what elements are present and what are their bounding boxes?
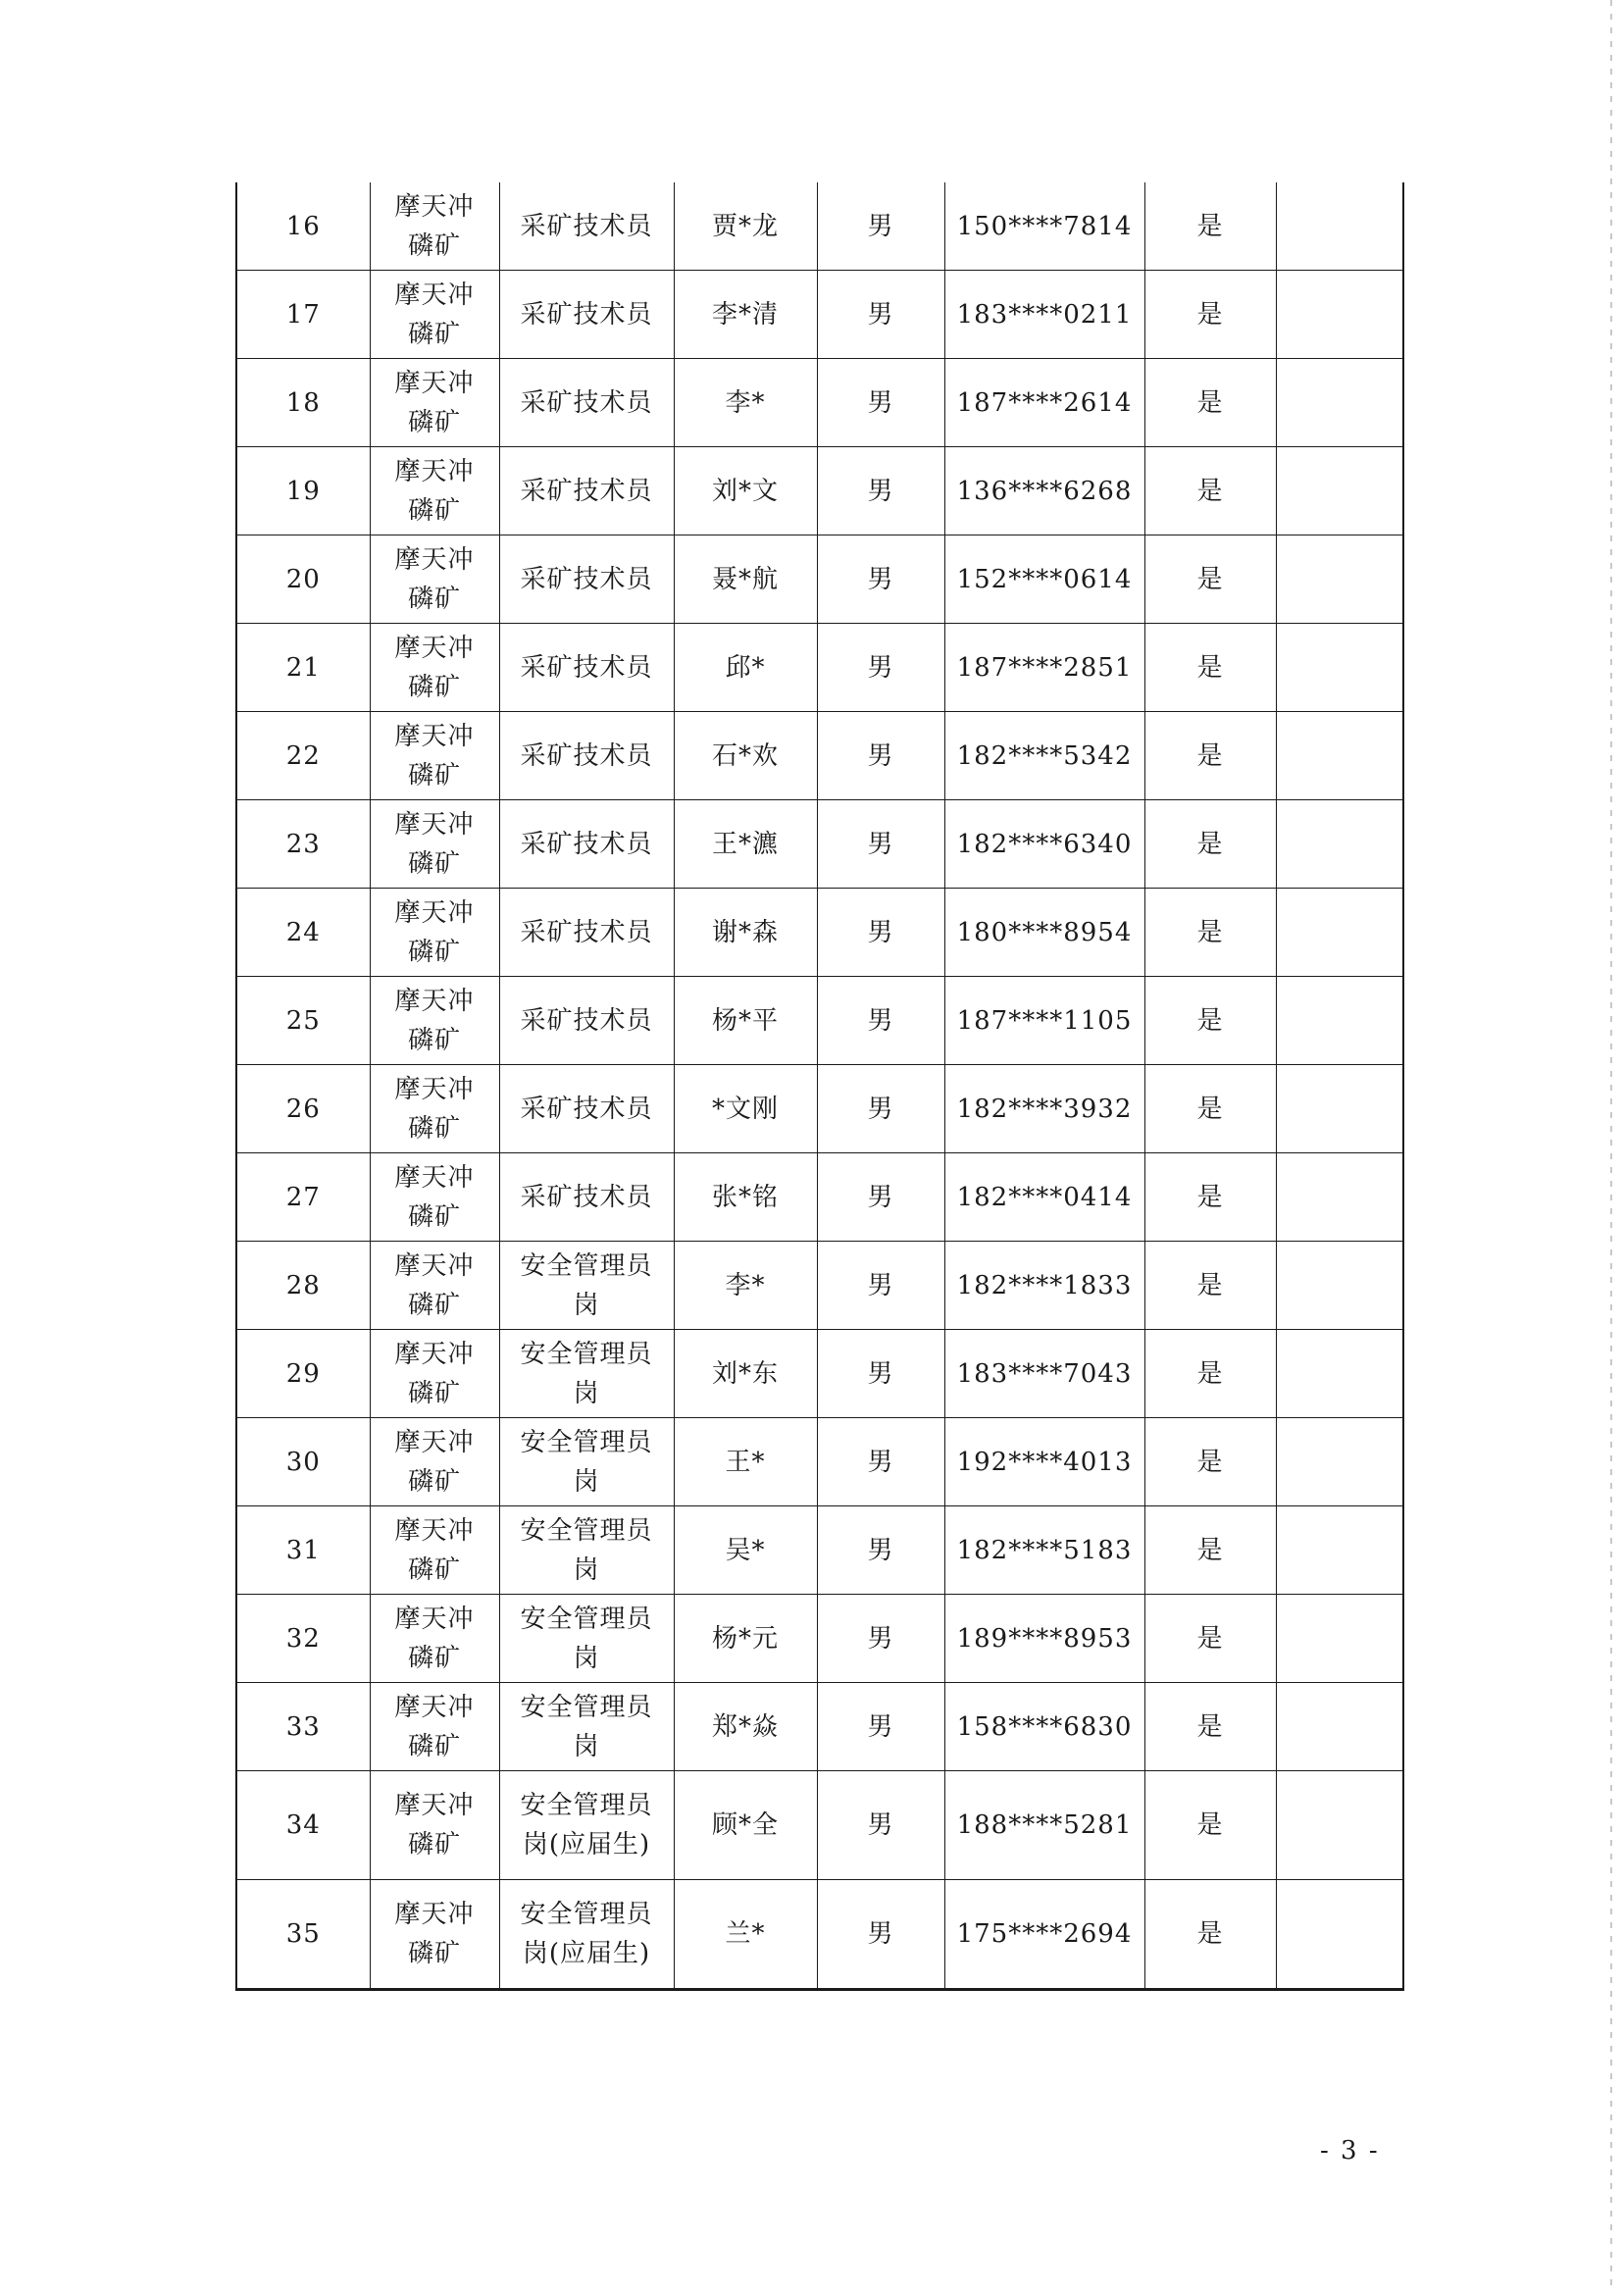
cell-remark [1276,447,1403,535]
cell-phone: 183****7043 [944,1330,1144,1418]
cell-unit-line: 磷矿 [407,319,461,349]
cell-name: 谢*森 [674,889,817,977]
cell-no: 19 [236,447,370,535]
cell-phone: 182****3932 [944,1065,1144,1153]
cell-unit [370,1153,499,1242]
cell-post [499,889,674,977]
cell-unit-line: 摩天冲 [394,721,475,751]
cell-unit-line: 磷矿 [407,1290,461,1320]
cell-unit-line: 摩天冲 [394,456,475,486]
cell-post [499,800,674,889]
cell-phone: 187****2851 [944,624,1144,712]
cell-remark [1276,889,1403,977]
table-row [236,1330,1403,1418]
cell-unit [370,800,499,889]
cell-phone: 182****5183 [944,1506,1144,1595]
cell-no: 30 [236,1418,370,1506]
cell-remark [1276,1880,1403,1990]
cell-no: 21 [236,624,370,712]
cell-post [499,1595,674,1683]
cell-unit [370,359,499,447]
cell-phone: 187****1105 [944,977,1144,1065]
cell-no: 26 [236,1065,370,1153]
cell-phone: 175****2694 [944,1880,1144,1990]
cell-name: 张*铭 [674,1153,817,1242]
cell-remark [1276,800,1403,889]
cell-unit [370,712,499,800]
cell-qualified: 是 [1144,359,1276,447]
cell-post [499,1418,674,1506]
table-row [236,624,1403,712]
cell-qualified: 是 [1144,1153,1276,1242]
cell-unit [370,1771,499,1880]
cell-name: 杨*元 [674,1595,817,1683]
cell-post-line: 采矿技术员 [520,1005,653,1036]
cell-post [499,447,674,535]
cell-gender: 男 [817,1065,944,1153]
cell-qualified: 是 [1144,1771,1276,1880]
cell-phone: 158****6830 [944,1683,1144,1771]
cell-post [499,1771,674,1880]
cell-post [499,535,674,624]
cell-post-line: 岗 [573,1290,600,1320]
cell-post-line: 采矿技术员 [520,476,653,506]
cell-qualified: 是 [1144,535,1276,624]
cell-post-line: 安全管理员 [520,1900,653,1929]
cell-gender: 男 [817,1683,944,1771]
cell-unit-line: 磷矿 [407,1830,461,1860]
cell-gender: 男 [817,1330,944,1418]
cell-remark [1276,977,1403,1065]
cell-unit-line: 摩天冲 [394,1074,475,1104]
cell-unit [370,1242,499,1330]
scan-edge-mark [1610,0,1612,2293]
cell-unit [370,182,499,271]
cell-post-line: 安全管理员 [520,1427,653,1457]
cell-no: 27 [236,1153,370,1242]
cell-qualified: 是 [1144,271,1276,359]
cell-gender: 男 [817,712,944,800]
cell-qualified: 是 [1144,182,1276,271]
cell-no: 22 [236,712,370,800]
cell-qualified: 是 [1144,1880,1276,1990]
cell-name: 王*瀌 [674,800,817,889]
cell-qualified: 是 [1144,1242,1276,1330]
cell-remark [1276,1771,1403,1880]
cell-post-line: 采矿技术员 [520,299,653,330]
cell-gender: 男 [817,889,944,977]
cell-gender: 男 [817,535,944,624]
cell-qualified: 是 [1144,1065,1276,1153]
cell-unit-line: 摩天冲 [394,1339,475,1369]
cell-remark [1276,182,1403,271]
table-row [236,1065,1403,1153]
cell-no: 20 [236,535,370,624]
cell-post-line: 岗 [573,1554,600,1585]
cell-no: 17 [236,271,370,359]
cell-name: 李* [674,1242,817,1330]
cell-unit [370,535,499,624]
cell-post-line: 采矿技术员 [520,211,653,241]
cell-remark [1276,712,1403,800]
cell-phone: 182****0414 [944,1153,1144,1242]
table-row [236,535,1403,624]
cell-post-line: 采矿技术员 [520,652,653,683]
cell-unit [370,977,499,1065]
cell-gender: 男 [817,271,944,359]
cell-no: 32 [236,1595,370,1683]
cell-unit-line: 摩天冲 [394,986,475,1016]
cell-phone: 189****8953 [944,1595,1144,1683]
cell-unit-line: 摩天冲 [394,633,475,663]
cell-unit-line: 磷矿 [407,495,461,526]
cell-remark [1276,624,1403,712]
cell-unit-line: 磷矿 [407,760,461,790]
table-row [236,1771,1403,1880]
cell-remark [1276,535,1403,624]
cell-name: 邱* [674,624,817,712]
cell-remark [1276,1065,1403,1153]
cell-qualified: 是 [1144,977,1276,1065]
cell-qualified: 是 [1144,889,1276,977]
cell-remark [1276,1330,1403,1418]
cell-unit-line: 磷矿 [407,848,461,879]
table-row [236,1683,1403,1771]
cell-post-line: 岗(应届生) [522,1830,651,1860]
cell-post-line: 采矿技术员 [520,829,653,859]
cell-post [499,977,674,1065]
cell-remark [1276,1683,1403,1771]
cell-unit-line: 磷矿 [407,1731,461,1761]
cell-unit [370,1683,499,1771]
cell-unit-line: 磷矿 [407,584,461,614]
cell-unit-line: 摩天冲 [394,809,475,840]
cell-no: 28 [236,1242,370,1330]
cell-name: 吴* [674,1506,817,1595]
cell-remark [1276,1595,1403,1683]
cell-no: 23 [236,800,370,889]
cell-name: 王* [674,1418,817,1506]
cell-phone: 183****0211 [944,271,1144,359]
cell-unit-line: 摩天冲 [394,1515,475,1546]
cell-post-line: 安全管理员 [520,1791,653,1820]
candidate-table [235,182,1404,1991]
cell-gender: 男 [817,359,944,447]
cell-remark [1276,359,1403,447]
table-row [236,712,1403,800]
table-row [236,889,1403,977]
cell-name: 石*欢 [674,712,817,800]
cell-remark [1276,1506,1403,1595]
cell-post [499,712,674,800]
cell-post-line: 采矿技术员 [520,387,653,418]
cell-remark [1276,271,1403,359]
cell-unit [370,1330,499,1418]
cell-gender: 男 [817,1242,944,1330]
cell-phone: 182****5342 [944,712,1144,800]
table-row [236,800,1403,889]
cell-name: 郑*焱 [674,1683,817,1771]
cell-qualified: 是 [1144,1506,1276,1595]
cell-post-line: 岗(应届生) [522,1939,651,1968]
cell-post [499,359,674,447]
cell-name: *文刚 [674,1065,817,1153]
cell-post [499,271,674,359]
cell-post-line: 安全管理员 [520,1604,653,1634]
cell-gender: 男 [817,1595,944,1683]
cell-unit-line: 摩天冲 [394,1427,475,1457]
cell-post [499,1330,674,1418]
cell-unit-line: 摩天冲 [394,544,475,575]
cell-phone: 136****6268 [944,447,1144,535]
cell-name: 杨*平 [674,977,817,1065]
cell-qualified: 是 [1144,1330,1276,1418]
cell-name: 刘*文 [674,447,817,535]
table-row [236,1418,1403,1506]
cell-unit-line: 磷矿 [407,1466,461,1497]
cell-unit [370,1506,499,1595]
cell-post [499,1683,674,1771]
cell-post-line: 采矿技术员 [520,1094,653,1124]
table-row [236,1242,1403,1330]
cell-post-line: 岗 [573,1643,600,1673]
cell-unit-line: 摩天冲 [394,1791,475,1820]
cell-unit-line: 摩天冲 [394,897,475,928]
table-row [236,271,1403,359]
cell-remark [1276,1242,1403,1330]
cell-post-line: 采矿技术员 [520,917,653,947]
cell-unit-line: 摩天冲 [394,1250,475,1281]
table-row [236,182,1403,271]
cell-phone: 180****8954 [944,889,1144,977]
cell-gender: 男 [817,800,944,889]
cell-phone: 192****4013 [944,1418,1144,1506]
cell-name: 李*清 [674,271,817,359]
table-row [236,359,1403,447]
cell-qualified: 是 [1144,1418,1276,1506]
table-row [236,1153,1403,1242]
cell-unit-line: 磷矿 [407,1554,461,1585]
cell-unit-line: 磷矿 [407,1025,461,1055]
cell-post [499,1506,674,1595]
cell-gender: 男 [817,1506,944,1595]
cell-unit-line: 摩天冲 [394,1900,475,1929]
cell-post [499,1880,674,1990]
cell-unit [370,1880,499,1990]
cell-phone: 182****6340 [944,800,1144,889]
cell-qualified: 是 [1144,447,1276,535]
table-row [236,1880,1403,1990]
cell-post-line: 安全管理员 [520,1692,653,1722]
page-number: - 3 - [1320,2136,1380,2166]
cell-post-line: 岗 [573,1378,600,1408]
cell-unit-line: 磷矿 [407,937,461,967]
cell-unit [370,1595,499,1683]
cell-no: 33 [236,1683,370,1771]
cell-unit [370,1418,499,1506]
cell-gender: 男 [817,182,944,271]
cell-phone: 187****2614 [944,359,1144,447]
cell-post-line: 采矿技术员 [520,740,653,771]
cell-unit-line: 摩天冲 [394,368,475,398]
cell-unit-line: 摩天冲 [394,1604,475,1634]
cell-gender: 男 [817,447,944,535]
cell-unit-line: 摩天冲 [394,1162,475,1193]
cell-phone: 152****0614 [944,535,1144,624]
cell-unit-line: 磷矿 [407,230,461,261]
cell-qualified: 是 [1144,800,1276,889]
cell-qualified: 是 [1144,624,1276,712]
cell-post [499,1242,674,1330]
table-body [236,182,1403,1990]
cell-unit-line: 磷矿 [407,1643,461,1673]
cell-post [499,182,674,271]
cell-unit-line: 摩天冲 [394,280,475,310]
cell-post-line: 采矿技术员 [520,1182,653,1212]
cell-unit-line: 磷矿 [407,407,461,437]
cell-unit [370,271,499,359]
cell-gender: 男 [817,1153,944,1242]
table-row [236,1506,1403,1595]
cell-post [499,1153,674,1242]
cell-post-line: 采矿技术员 [520,564,653,594]
cell-gender: 男 [817,1880,944,1990]
table-row [236,1595,1403,1683]
cell-no: 16 [236,182,370,271]
cell-name: 刘*东 [674,1330,817,1418]
cell-no: 29 [236,1330,370,1418]
cell-unit-line: 磷矿 [407,1113,461,1144]
cell-post-line: 岗 [573,1466,600,1497]
cell-unit [370,1065,499,1153]
cell-no: 34 [236,1771,370,1880]
cell-remark [1276,1153,1403,1242]
cell-gender: 男 [817,1418,944,1506]
cell-remark [1276,1418,1403,1506]
cell-unit [370,447,499,535]
cell-no: 35 [236,1880,370,1990]
cell-qualified: 是 [1144,1595,1276,1683]
cell-phone: 182****1833 [944,1242,1144,1330]
cell-phone: 150****7814 [944,182,1144,271]
cell-gender: 男 [817,977,944,1065]
cell-post-line: 岗 [573,1731,600,1761]
cell-qualified: 是 [1144,712,1276,800]
cell-unit-line: 摩天冲 [394,191,475,222]
cell-no: 24 [236,889,370,977]
cell-unit-line: 磷矿 [407,1378,461,1408]
cell-gender: 男 [817,1771,944,1880]
cell-unit-line: 磷矿 [407,1939,461,1968]
cell-post [499,1065,674,1153]
cell-post-line: 安全管理员 [520,1515,653,1546]
cell-name: 顾*全 [674,1771,817,1880]
cell-name: 聂*航 [674,535,817,624]
cell-post-line: 安全管理员 [520,1250,653,1281]
cell-qualified: 是 [1144,1683,1276,1771]
cell-name: 贾*龙 [674,182,817,271]
cell-post-line: 安全管理员 [520,1339,653,1369]
cell-gender: 男 [817,624,944,712]
cell-no: 31 [236,1506,370,1595]
cell-unit [370,889,499,977]
cell-name: 兰* [674,1880,817,1990]
cell-no: 25 [236,977,370,1065]
cell-phone: 188****5281 [944,1771,1144,1880]
cell-name: 李* [674,359,817,447]
cell-unit-line: 磷矿 [407,1201,461,1232]
cell-no: 18 [236,359,370,447]
cell-unit [370,624,499,712]
cell-unit-line: 摩天冲 [394,1692,475,1722]
table-row [236,447,1403,535]
cell-unit-line: 磷矿 [407,672,461,702]
cell-post [499,624,674,712]
table-row [236,977,1403,1065]
